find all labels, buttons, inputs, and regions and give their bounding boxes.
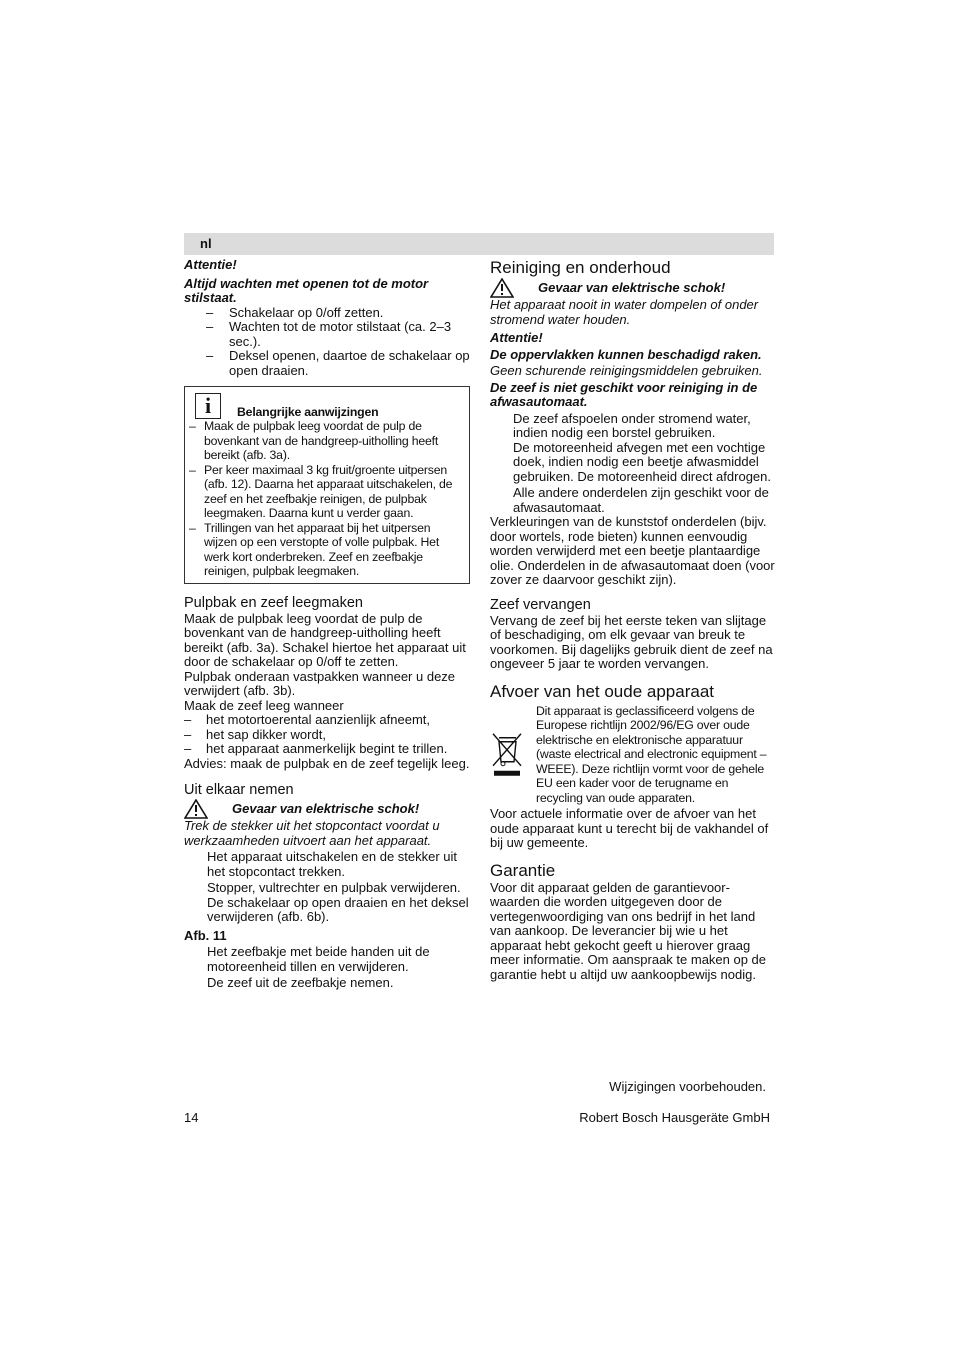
paragraph: Maak de zeef leeg wanneer (184, 697, 344, 713)
note-title: Belangrijke aanwijzingen (237, 404, 379, 419)
paragraph: Voor actuele informatie over de afvoer van het oude apparaat kunt u terecht bij de vakhandel of bij uw gemeente. (490, 806, 769, 850)
paragraph: De zeef uit de zeefbakje nemen. (207, 975, 394, 990)
paragraph: Het zeefbakje met beide handen uit de motoreenheid tillen en verwijderen. (207, 944, 430, 974)
paragraph: Het apparaat uitschakelen en de stekker uit het stopcontact trekken. (207, 849, 458, 879)
empty-condition-list (184, 713, 470, 757)
weee-bin-icon (490, 704, 524, 806)
language-code: nl (200, 236, 212, 251)
attention-text: Altijd wachten met openen tot de motor stilstaat. (184, 275, 429, 305)
paragraph: Voor dit apparaat gelden de garantievoor- waarden die worden uitgegeven door de vertegenwoordiging van ons bedrijf in het land van aankoop. De leverancier bij wie u het apparaat hebt gekocht geeft u hierover graag meer informatie. Om aanspraak te maken op de garantie hebt u altijd uw aankoopbewijs nodig. (490, 879, 767, 982)
warning-row (184, 799, 470, 819)
step-list (184, 306, 470, 379)
attention-label: Attentie! (490, 330, 543, 345)
important-note-box (184, 386, 470, 584)
paragraph: Vervang de zeef bij het eerste teken van slijtage of beschadiging, om elk gevaar van breuk te voorkomen. Bij dagelijks gebruik dient de zeef na ongeveer 5 jaar te worden vervangen. (490, 612, 773, 671)
list-item: – Schakelaar op 0/off zetten. (184, 306, 470, 321)
sieve-note: De zeef is niet geschikt voor reiniging in de afwasautomaat. (490, 379, 758, 409)
figure-label: Afb. 11 (184, 927, 227, 943)
paragraph: Stopper, vultrechter en pulpbak verwijderen. De schakelaar op open draaien en het deksel verwijderen (afb. 6b). (207, 880, 469, 924)
attention-text: De oppervlakken kunnen beschadigd raken. (490, 346, 762, 362)
language-bar (184, 233, 774, 255)
list-item: – Maak de pulpbak leeg voordat de pulp de bovenkant van de handgreep-uitholling heeft bereikt (afb. 3a). (189, 419, 465, 463)
warning-text: Trek de stekker uit het stopcontact voordat u werkzaamheden uitvoert aan het apparaat. (184, 818, 440, 848)
list-item: – het sap dikker wordt, (184, 728, 470, 743)
list-item: – Deksel openen, daartoe de schakelaar op open draaien. (184, 349, 470, 378)
right-column (490, 258, 775, 982)
list-item: – Wachten tot de motor stilstaat (ca. 2–3 sec.). (184, 320, 470, 349)
warning-title: Gevaar van elektrische schok! (538, 279, 726, 295)
left-column (184, 258, 470, 991)
paragraph: Geen schurende reinigingsmiddelen gebruiken. (490, 363, 763, 378)
paragraph: Pulpbak onderaan vastpakken wanneer u deze verwijdert (afb. 3b). (184, 668, 456, 698)
paragraph: Advies: maak de pulpbak en de zeef tegelijk leeg. (184, 755, 470, 771)
warning-triangle-icon (490, 278, 514, 298)
paragraph: Maak de pulpbak leeg voordat de pulp de bovenkant van de handgreep-uitholling heeft bereikt (afb. 3a). Schakel hiertoe het apparaat uit door de schakelaar op 0/off te zetten. (184, 610, 466, 669)
section-heading: Reiniging en onderhoud (490, 258, 671, 277)
weee-block (490, 704, 775, 806)
section-heading: Garantie (490, 860, 556, 880)
list-item: – het motortoerental aanzienlijk afneemt, (184, 713, 470, 728)
weee-text: Dit apparaat is geclassificeerd volgens de Europese richtlijn 2002/96/EG over oude elektrische en elektronische apparatuur (waste electrical and electronic equipment – WEEE). Deze richtlijn vormt voor de gehele EU een kader voor de terugname en recycling van oude apparaten. (536, 703, 767, 805)
note-list (189, 419, 465, 579)
warning-row (490, 278, 775, 298)
warning-triangle-icon (184, 799, 208, 819)
section-heading: Zeef vervangen (490, 596, 591, 613)
section-heading: Uit elkaar nemen (184, 782, 294, 798)
paragraph: Alle andere onderdelen zijn geschikt voor de afwasautomaat. (513, 485, 769, 515)
changes-note: Wijzigingen voorbehouden. (609, 1079, 766, 1094)
company-name: Robert Bosch Hausgeräte GmbH (579, 1110, 770, 1125)
attention-label: Attentie! (184, 257, 237, 272)
list-item: – Per keer maximaal 3 kg fruit/groente uitpersen (afb. 12). Daarna het apparaat uitschakelen, de zeef en het zeefbakje reinigen, de pulpbak leegmaken. Daarna kunt u verder gaan. (189, 463, 465, 521)
list-item: – Trillingen van het apparaat bij het uitpersen wijzen op een verstopte of volle pulpbak. Het werk kort onderbreken. Zeef en zeefbakje reinigen, pulpbak leegmaken. (189, 521, 465, 579)
section-heading: Pulpbak en zeef leegmaken (184, 594, 363, 611)
warning-title: Gevaar van elektrische schok! (232, 800, 420, 816)
section-heading: Afvoer van het oude apparaat (490, 681, 714, 701)
info-icon: i (195, 393, 221, 419)
paragraph: De zeef afspoelen onder stromend water, indien nodig een borstel gebruiken. (513, 410, 751, 440)
paragraph: De motoreenheid afvegen met een vochtige doek, indien nodig een beetje afwasmiddel gebruiken. De motoreenheid direct afdrogen. (513, 439, 771, 484)
list-item: – het apparaat aanmerkelijk begint te trillen. (184, 742, 470, 757)
paragraph: Verkleuringen van de kunststof onderdelen (bijv. door wortels, rode bieten) kunnen eenvoudig worden verwijderd met een beetje plantaardige olie. Onderdelen in de afwasautomaat doen (voor zover ze daarvoor geschikt zijn). (490, 514, 775, 587)
warning-text: Het apparaat nooit in water dompelen of onder stromend water houden. (490, 297, 759, 327)
page-number: 14 (184, 1110, 199, 1125)
